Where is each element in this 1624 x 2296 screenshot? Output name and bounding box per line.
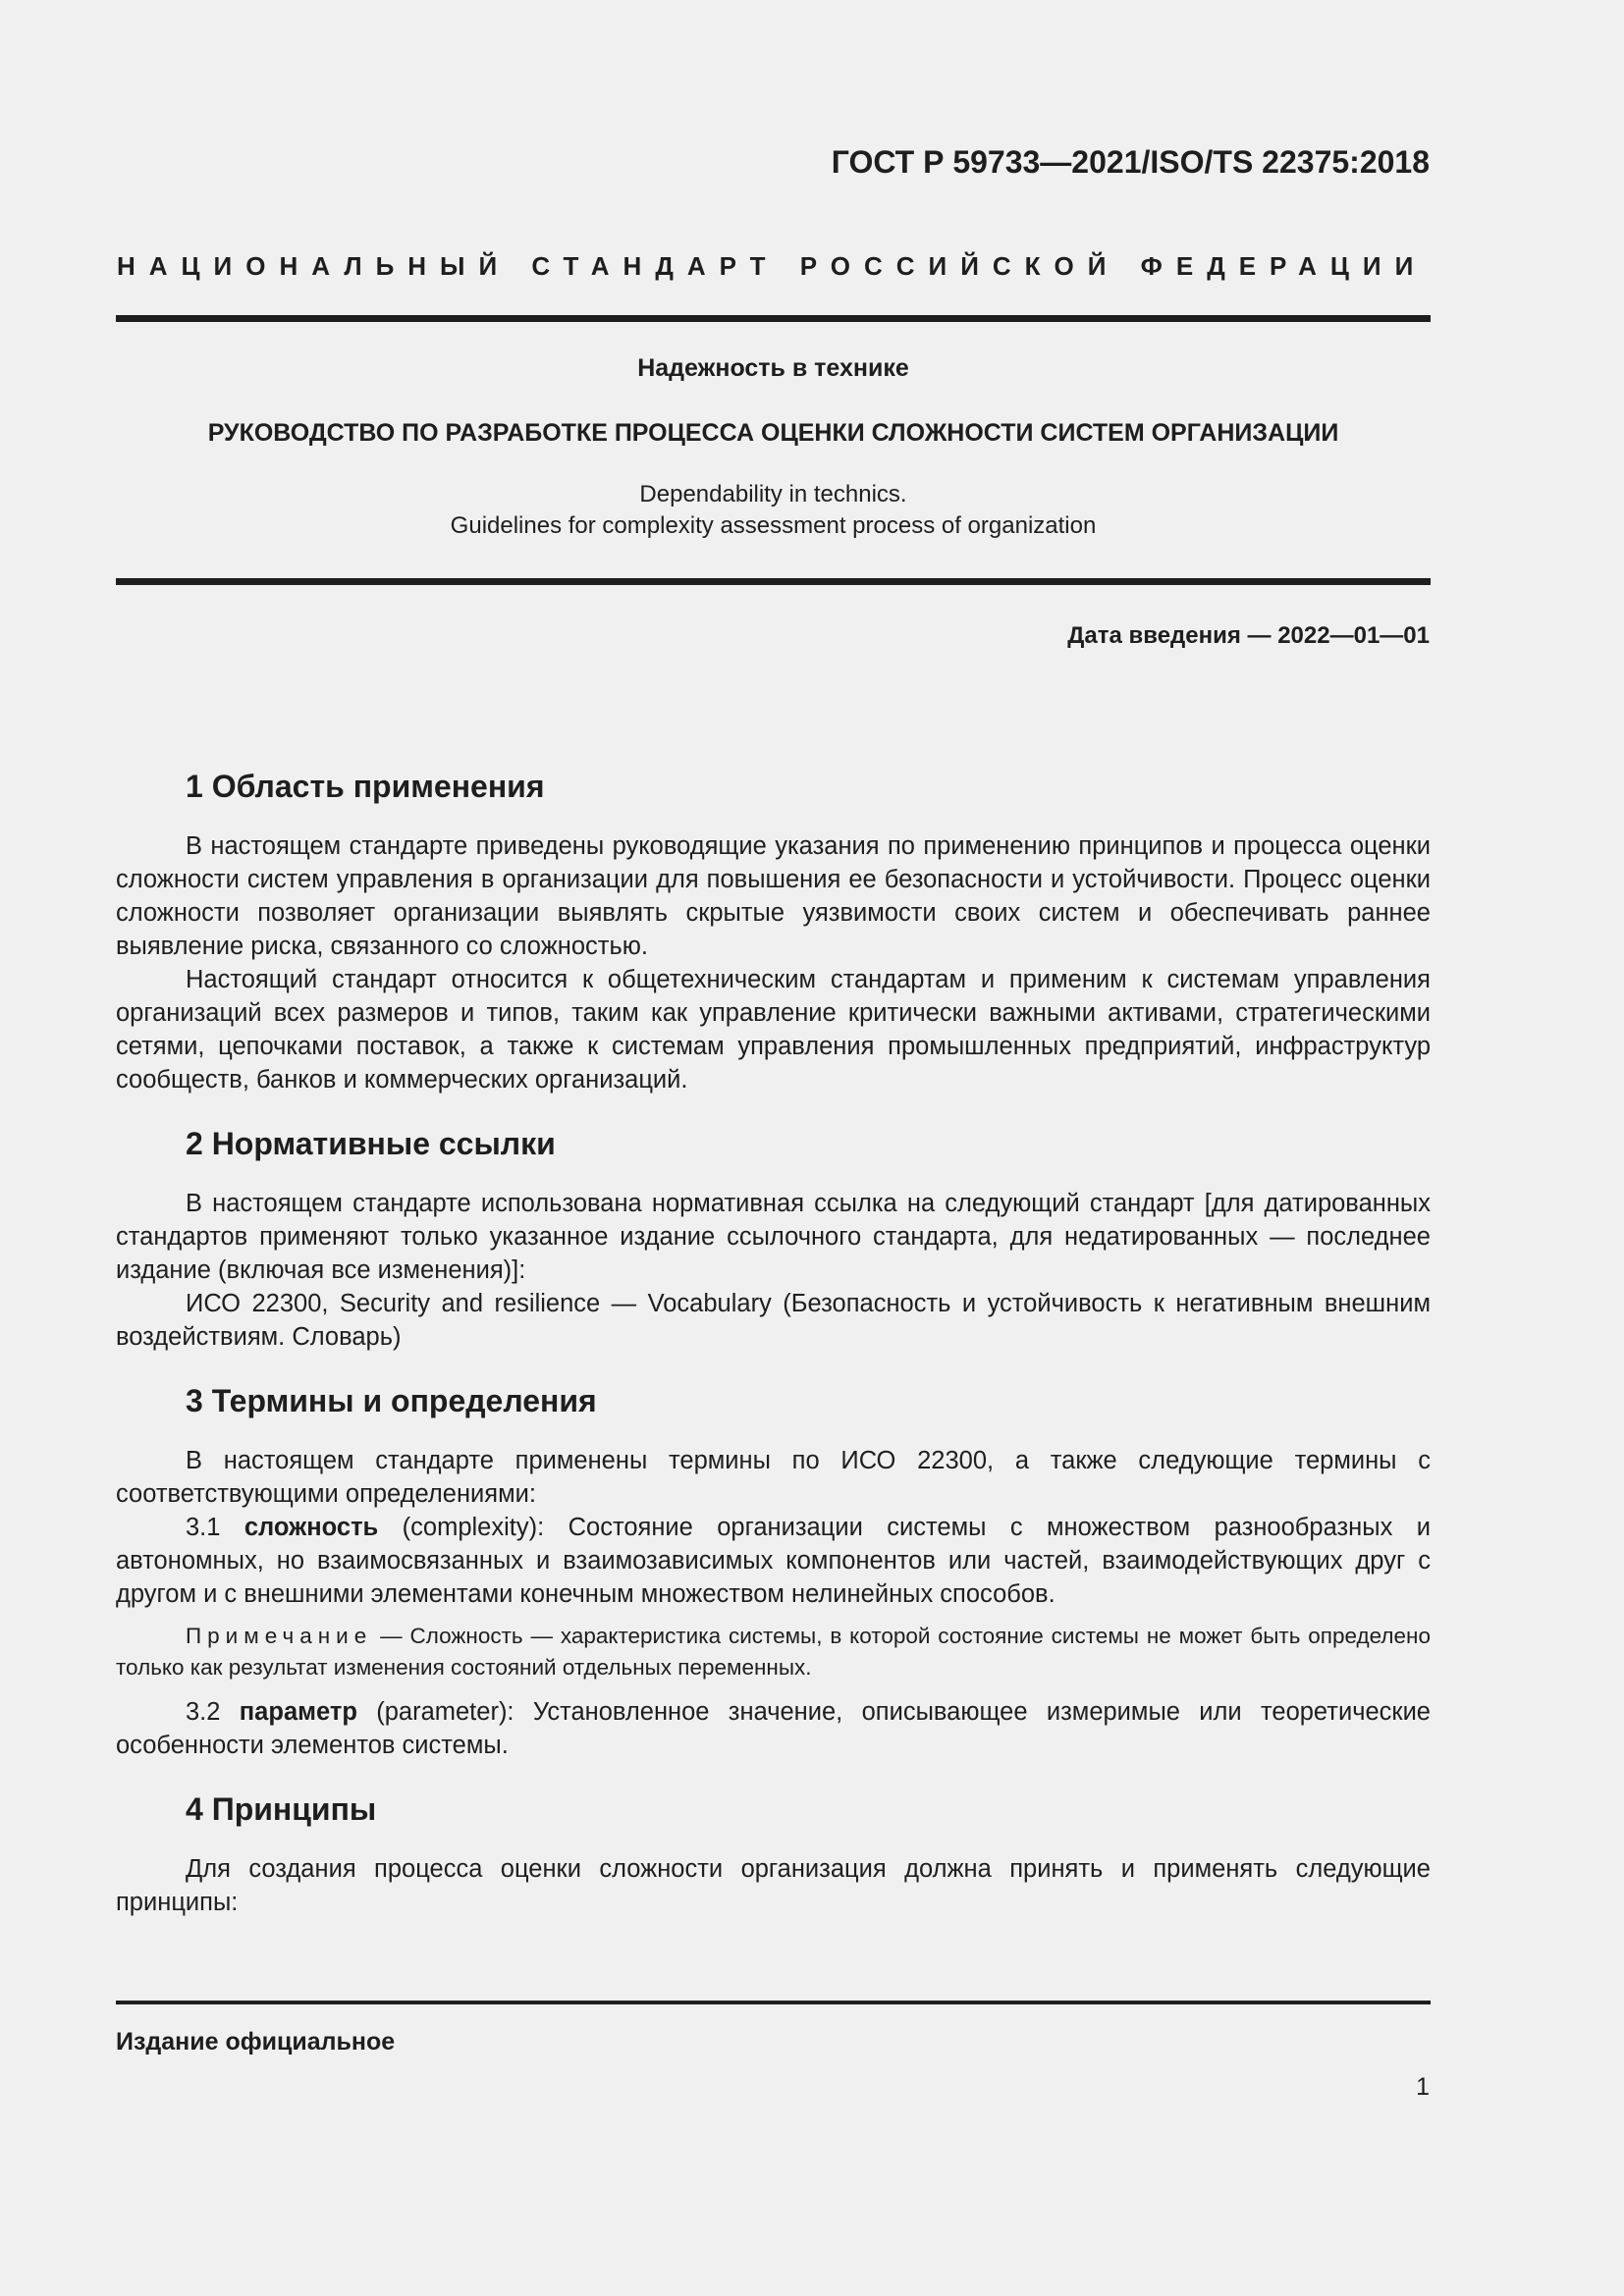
section-terms xyxy=(116,1377,1431,1762)
paragraph: В настоящем стандарте применены термины по ИСО 22300, а также следующие термины с соответствующими определениями: xyxy=(116,1447,1431,1508)
section-heading: 3 Термины и определения xyxy=(186,1383,597,1418)
footer-rule xyxy=(116,2001,1431,2004)
term-number: 3.2 xyxy=(186,1698,240,1726)
section-normative-references xyxy=(116,1120,1431,1354)
standard-number: ГОСТ Р 59733—2021/ISO/TS 22375:2018 xyxy=(831,144,1430,180)
term-number: 3.1 xyxy=(186,1514,244,1541)
page-number: 1 xyxy=(1416,2073,1430,2101)
top-rule xyxy=(116,315,1431,322)
paragraph: ИСО 22300, Security and resilience — Vocabulary (Безопасность и устойчивость к негативным внешним воздействиям. Словарь) xyxy=(116,1290,1431,1351)
term-name: параметр xyxy=(239,1698,357,1726)
introduction-date: Дата введения — 2022—01—01 xyxy=(1067,622,1430,649)
note-text: — Сложность — характеристика системы, в которой состояние системы не может быть определено только как результат изменения состояний отдельных переменных. xyxy=(116,1624,1431,1680)
paragraph: Для создания процесса оценки сложности организация должна принять и применять следующие принципы: xyxy=(116,1855,1431,1916)
note xyxy=(116,1621,1431,1683)
main-content xyxy=(116,763,1431,1943)
document-title: РУКОВОДСТВО ПО РАЗРАБОТКЕ ПРОЦЕССА ОЦЕНКИ СЛОЖНОСТИ СИСТЕМ ОРГАНИЗАЦИИ xyxy=(207,419,1339,447)
paragraph: В настоящем стандарте использована нормативная ссылка на следующий стандарт [для датированных стандартов применяют только указанное издание ссылочного стандарта, для недатированных — последнее издание (включая все изменения)]: xyxy=(116,1190,1431,1284)
title-bottom-rule xyxy=(116,578,1431,585)
english-title xyxy=(116,479,1431,542)
paragraph: Настоящий стандарт относится к общетехническим стандартам и применим к системам управления организаций всех размеров и типов, таким как управление критически важными активами, стратегическими сетями, цепочками поставок, а также к системам управления промышленных предприятий, инфраструктур сообществ, банков и коммерческих организаций. xyxy=(116,966,1431,1094)
term-name: сложность xyxy=(244,1514,379,1541)
term-definition xyxy=(116,1695,1431,1762)
term-text: (parameter): Установленное значение, описывающее измеримые или теоретические особенности элементов системы. xyxy=(116,1698,1431,1759)
section-heading: 4 Принципы xyxy=(186,1791,377,1827)
section-heading: 1 Область применения xyxy=(186,769,545,804)
term-definition xyxy=(116,1511,1431,1611)
english-title-line-2: Guidelines for complexity assessment process of organization xyxy=(450,512,1097,539)
category-title: Надежность в технике xyxy=(637,354,909,382)
term-text: (complexity): Состояние организации системы с множеством разнообразных и автономных, но взаимосвязанных и взаимозависимых компонентов или частей, взаимодействующих друг с другом и с внешними элементами конечным множеством нелинейных способов. xyxy=(116,1514,1431,1608)
english-title-line-1: Dependability in technics. xyxy=(639,481,907,507)
note-label: Примечание xyxy=(186,1624,373,1648)
paragraph: В настоящем стандарте приведены руководящие указания по применению принципов и процесса оценки сложности систем управления в организации для повышения ее безопасности и устойчивости. Процесс оценки сложности позволяет организации выявлять скрытые уязвимости своих систем и обеспечивать раннее выявление риска, связанного со сложностью. xyxy=(116,832,1431,960)
official-edition-label: Издание официальное xyxy=(116,2028,396,2056)
section-scope xyxy=(116,763,1431,1096)
national-standard-banner: НАЦИОНАЛЬНЫЙ СТАНДАРТ РОССИЙСКОЙ ФЕДЕРАЦИИ xyxy=(117,251,1428,281)
section-principles xyxy=(116,1786,1431,1919)
section-heading: 2 Нормативные ссылки xyxy=(186,1126,556,1161)
